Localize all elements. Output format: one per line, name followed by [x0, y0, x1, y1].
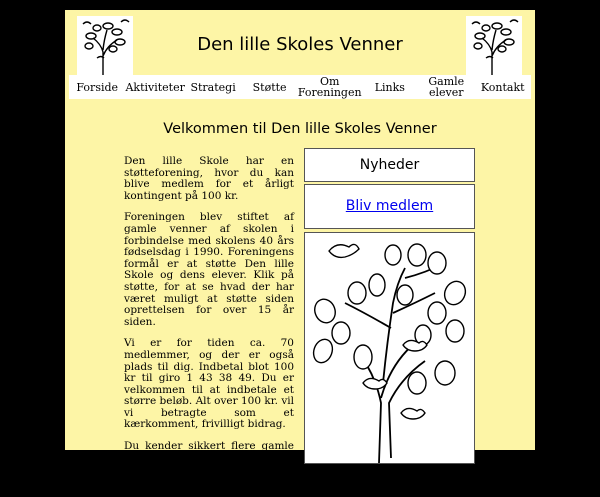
tree-with-birds-icon	[77, 16, 133, 78]
nav-item-stotte[interactable]: Støtte	[252, 80, 287, 94]
page-heading: Velkommen til Den lille Skoles Venner	[163, 121, 437, 137]
paragraph: Vi er for tiden ca. 70 medlemmer, og der er også plads til dig. Indbetal blot 100 kr til giro 1 43 38 49. Du er velkommen til at indbetale et større beløb. Alt over 100 kr. vil vi betragte som et kærkomment, frivilligt bidrag.	[124, 337, 294, 431]
news-box[interactable]	[304, 148, 475, 182]
logo-left	[77, 16, 133, 78]
logo-right	[466, 16, 522, 78]
nav-item-kontakt[interactable]: Kontakt	[480, 80, 525, 94]
news-label[interactable]: Nyheder	[359, 157, 420, 173]
tree-with-birds-icon	[466, 16, 522, 78]
nav-item-om-foreningen[interactable]: Om Foreningen	[297, 75, 362, 99]
member-box	[304, 184, 475, 229]
page	[65, 10, 535, 487]
nav-item-links[interactable]: Links	[374, 80, 405, 94]
tree-illustration-box	[304, 232, 475, 464]
paragraph: Foreningen blev stiftet af gamle venner af skolen i forbindelse med skolens 40 års fødselsdag i 1990. Foreningens formål er at støtte Den lille Skole og dens elever. Klik på støtte, for at se hvad der har været muligt at støtte siden oprettelsen for over 15 år siden.	[124, 211, 294, 328]
paragraph: Den lille Skole har en støtteforening, hvor du kan blive medlem for et årligt kontingent på 100 kr.	[124, 155, 294, 202]
nav-item-forside[interactable]: Forside	[76, 80, 119, 94]
nav-item-strategi[interactable]: Strategi	[190, 80, 236, 94]
become-member-link[interactable]: Bliv medlem	[345, 198, 434, 214]
paragraph: Du kender sikkert flere gamle forældre eller gamle elever, som kunne tænkes at ville være medlem. Fortæl dem om denne	[124, 440, 294, 487]
main-nav	[69, 75, 531, 99]
nav-item-aktiviteter[interactable]: Aktiviteter	[125, 80, 185, 94]
site-title: Den lille Skoles Venner	[197, 34, 403, 55]
intro-text	[124, 156, 294, 497]
nav-item-gamle-elever[interactable]: Gamle elever	[428, 75, 465, 99]
tree-with-birds-icon	[305, 233, 474, 463]
